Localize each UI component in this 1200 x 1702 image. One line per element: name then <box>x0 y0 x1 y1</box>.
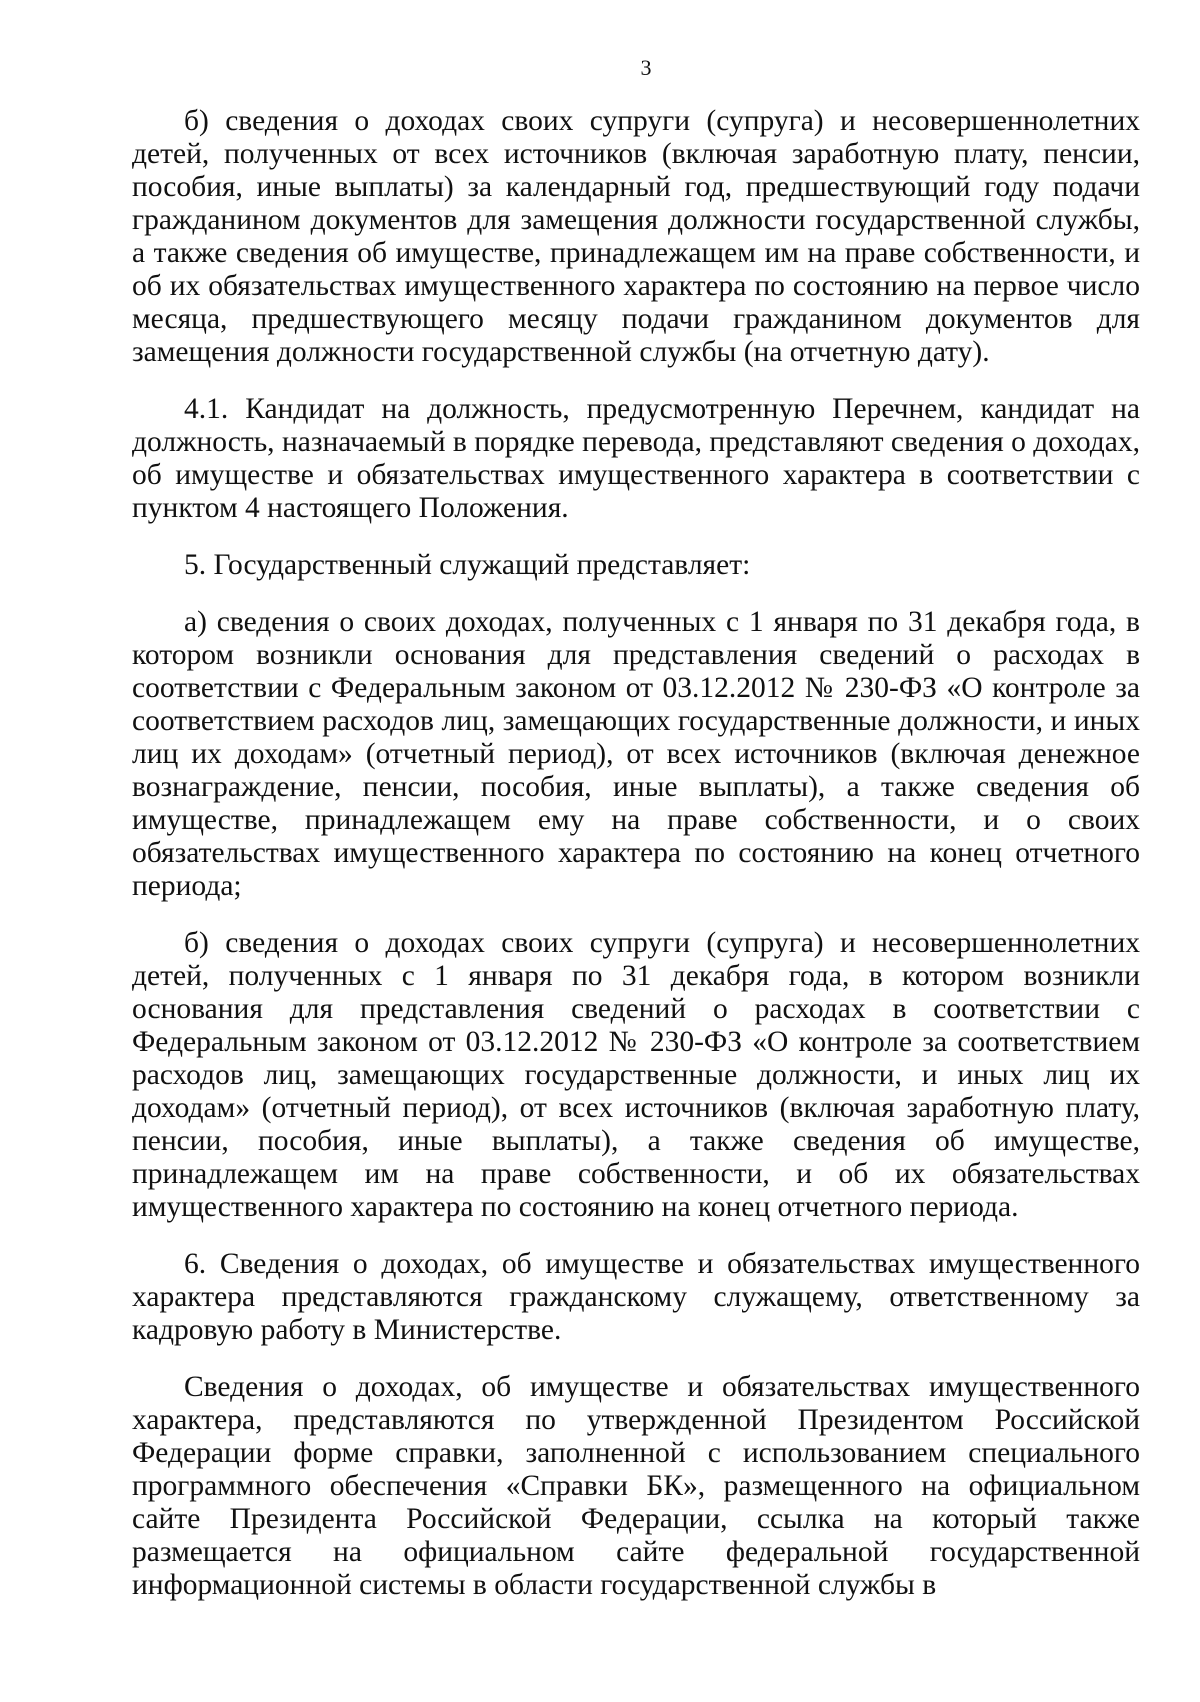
page-number: 3 <box>640 55 652 80</box>
paragraph-form-spravki-bk: Сведения о доходах, об имуществе и обязательствах имущественного характера, представляются по утвержденной Президентом Российской Федерации форме справки, заполненной с использованием специального программного обеспечения «Справки БК», размещенного на официальном сайте Президента Российской Федерации, ссылка на который также размещается на официальном сайте федеральной государственной информационной системы в области государственной службы в <box>132 1371 1140 1601</box>
paragraph-6-submission: 6. Сведения о доходах, об имуществе и обязательствах имущественного характера представляются гражданскому служащему, ответственному за кадровую работу в Министерстве. <box>132 1248 1140 1346</box>
paragraph-b-spouse-income-servant: б) сведения о доходах своих супруги (супруга) и несовершеннолетних детей, полученных с 1 января по 31 декабря года, в котором возникли основания для представления сведений о расходах в соответствии с Федеральным законом от 03.12.2012 № 230-ФЗ «О контроле за соответствием расходов лиц, замещающих государственные должности, и иных лиц их доходам» (отчетный период), от всех источников (включая заработную плату, пенсии, пособия, иные выплаты), а также сведения об имуществе, принадлежащем им на праве собственности, и об их обязательствах имущественного характера по состоянию на конец отчетного периода. <box>132 927 1140 1223</box>
paragraph-b-spouse-income-candidate: б) сведения о доходах своих супруги (супруга) и несовершеннолетних детей, полученных от всех источников (включая заработную плату, пенсии, пособия, иные выплаты) за календарный год, предшествующий году подачи гражданином документов для замещения должности государственной службы, а также сведения об имуществе, принадлежащем им на праве собственности, и об их обязательствах имущественного характера по состоянию на первое число месяца, предшествующего месяцу подачи гражданином документов для замещения должности государственной службы (на отчетную дату). <box>132 105 1140 368</box>
paragraph-4-1-candidate: 4.1. Кандидат на должность, предусмотренную Перечнем, кандидат на должность, назначаемый в порядке перевода, представляют сведения о доходах, об имуществе и обязательствах имущественного характера в соответствии с пунктом 4 настоящего Положения. <box>132 393 1140 524</box>
document-page <box>132 55 1140 1626</box>
paragraph-a-own-income: а) сведения о своих доходах, полученных с 1 января по 31 декабря года, в котором возникли основания для представления сведений о расходах в соответствии с Федеральным законом от 03.12.2012 № 230-ФЗ «О контроле за соответствием расходов лиц, замещающих государственные должности, и иных лиц их доходам» (отчетный период), от всех источников (включая денежное вознаграждение, пенсии, пособия, иные выплаты), а также сведения об имуществе, принадлежащем ему на праве собственности, и о своих обязательствах имущественного характера по состоянию на конец отчетного периода; <box>132 606 1140 902</box>
paragraph-5-civil-servant: 5. Государственный служащий представляет: <box>184 549 751 581</box>
